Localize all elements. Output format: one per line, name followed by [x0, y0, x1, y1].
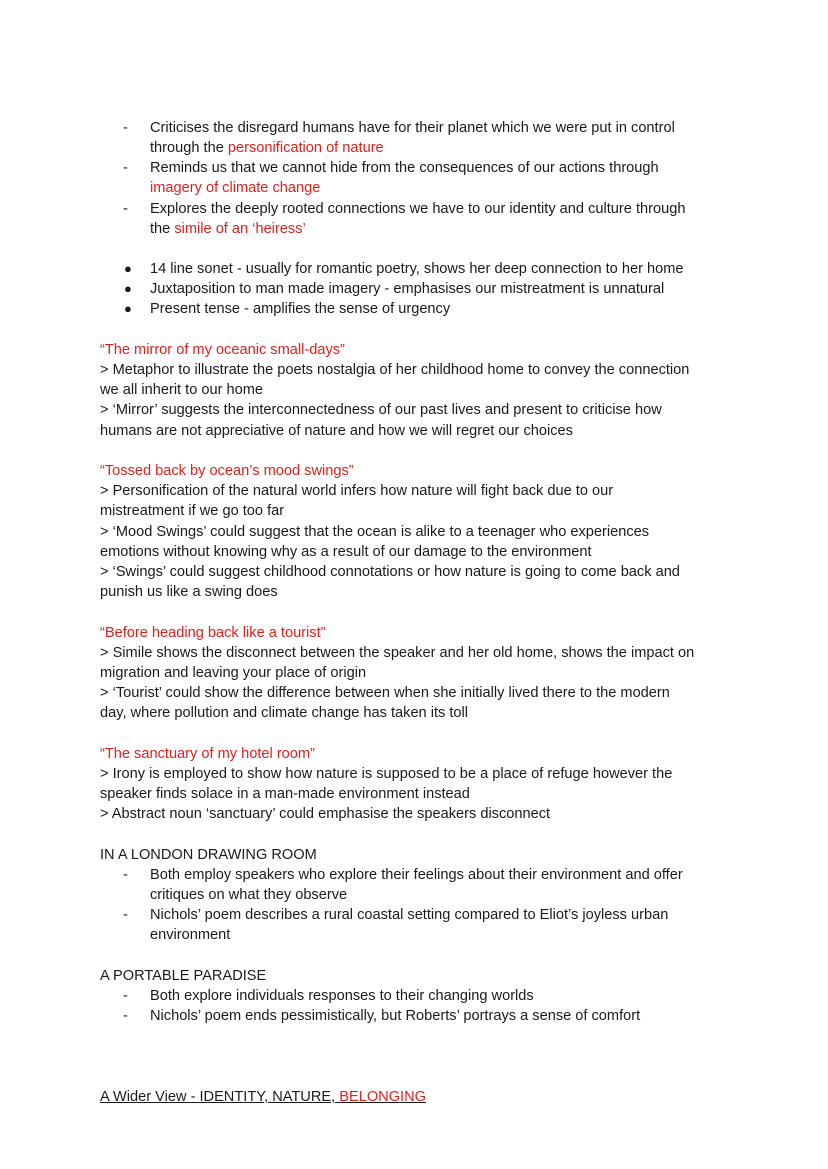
list-item: Both employ speakers who explore their feelings about their environment and offer: [150, 867, 683, 883]
quote-text: “Tossed back by ocean’s mood swings”: [100, 463, 354, 479]
bullet-item: Present tense - amplifies the sense of urgency: [150, 301, 451, 317]
highlight-red: imagery of climate change: [150, 180, 321, 196]
highlight-red: BELONGING: [339, 1089, 427, 1105]
analysis-line: > Abstract noun ‘sanctuary’ could emphasise the speakers disconnect: [100, 806, 551, 822]
quote-text: “Before heading back like a tourist”: [100, 625, 326, 641]
analysis-line: migration and leaving your place of origin: [100, 665, 367, 681]
analysis-line: > ‘Mood Swings’ could suggest that the ocean is alike to a teenager who experiences: [100, 524, 650, 540]
quote-text: “The sanctuary of my hotel room”: [100, 746, 315, 762]
section-heading: A Wider View - IDENTITY, NATURE, BELONGING: [100, 1089, 427, 1105]
bullet-item: 14 line sonet - usually for romantic poetry, shows her deep connection to her home: [150, 261, 684, 277]
dash-marker: -: [123, 988, 128, 1004]
list-item: Both explore individuals responses to their changing worlds: [150, 988, 534, 1004]
list-item-continuation: critiques on what they observe: [150, 887, 348, 903]
analysis-line: > ‘Mirror’ suggests the interconnectedness of our past lives and present to criticise how: [100, 402, 662, 418]
quote-text: “The mirror of my oceanic small-days”: [100, 342, 345, 358]
analysis-line: speaker finds solace in a man-made environment instead: [100, 786, 470, 802]
dash-marker: -: [123, 120, 128, 136]
highlight-red: personification of nature: [227, 140, 384, 156]
analysis-line: we all inherit to our home: [100, 382, 264, 398]
analysis-line: > Simile shows the disconnect between the speaker and her old home, shows the impact on: [100, 645, 695, 661]
highlight-red: simile of an ‘heiress’: [174, 221, 306, 237]
analysis-line: day, where pollution and climate change has taken its toll: [100, 705, 469, 721]
analysis-line: humans are not appreciative of nature and how we will regret our choices: [100, 423, 573, 439]
analysis-line: > Personification of the natural world infers how nature will fight back due to our: [100, 483, 614, 499]
list-item: Nichols’ poem ends pessimistically, but Roberts’ portrays a sense of comfort: [150, 1008, 641, 1024]
bullet-item: Juxtaposition to man made imagery - emphasises our mistreatment is unnatural: [150, 281, 665, 297]
analysis-line: mistreatment if we go too far: [100, 503, 285, 519]
bullet-icon: ●: [124, 281, 132, 296]
analysis-line: > Metaphor to illustrate the poets nostalgia of her childhood home to convey the connection: [100, 362, 690, 378]
comparison-heading: A PORTABLE PARADISE: [100, 968, 267, 984]
list-item-continuation: environment: [150, 927, 231, 943]
bullet-icon: ●: [124, 261, 132, 276]
analysis-line: > ‘Tourist’ could show the difference between when she initially lived there to the modern: [100, 685, 670, 701]
analysis-line: > Irony is employed to show how nature is supposed to be a place of refuge however the: [100, 766, 673, 782]
list-item-continuation: [150, 178, 320, 198]
list-item: Criticises the disregard humans have for their planet which we were put in control: [150, 120, 675, 136]
dash-marker: -: [123, 907, 128, 923]
dash-marker: -: [123, 160, 128, 176]
analysis-line: > ‘Swings’ could suggest childhood connotations or how nature is going to come back and: [100, 564, 680, 580]
list-item-continuation: through the personification of nature: [150, 140, 384, 156]
list-item-continuation: the simile of an ‘heiress’: [150, 221, 306, 237]
bullet-icon: ●: [124, 301, 132, 316]
dash-marker: -: [123, 1008, 128, 1024]
list-item: Explores the deeply rooted connections we have to our identity and culture through: [150, 201, 686, 217]
analysis-line: emotions without knowing why as a result of our damage to the environment: [100, 544, 592, 560]
list-item: Nichols’ poem describes a rural coastal setting compared to Eliot’s joyless urban: [150, 907, 669, 923]
dash-marker: -: [123, 201, 128, 217]
comparison-heading: IN A LONDON DRAWING ROOM: [100, 847, 317, 863]
analysis-line: punish us like a swing does: [100, 584, 278, 600]
dash-marker: -: [123, 867, 128, 883]
list-item: Reminds us that we cannot hide from the consequences of our actions through: [150, 160, 659, 176]
